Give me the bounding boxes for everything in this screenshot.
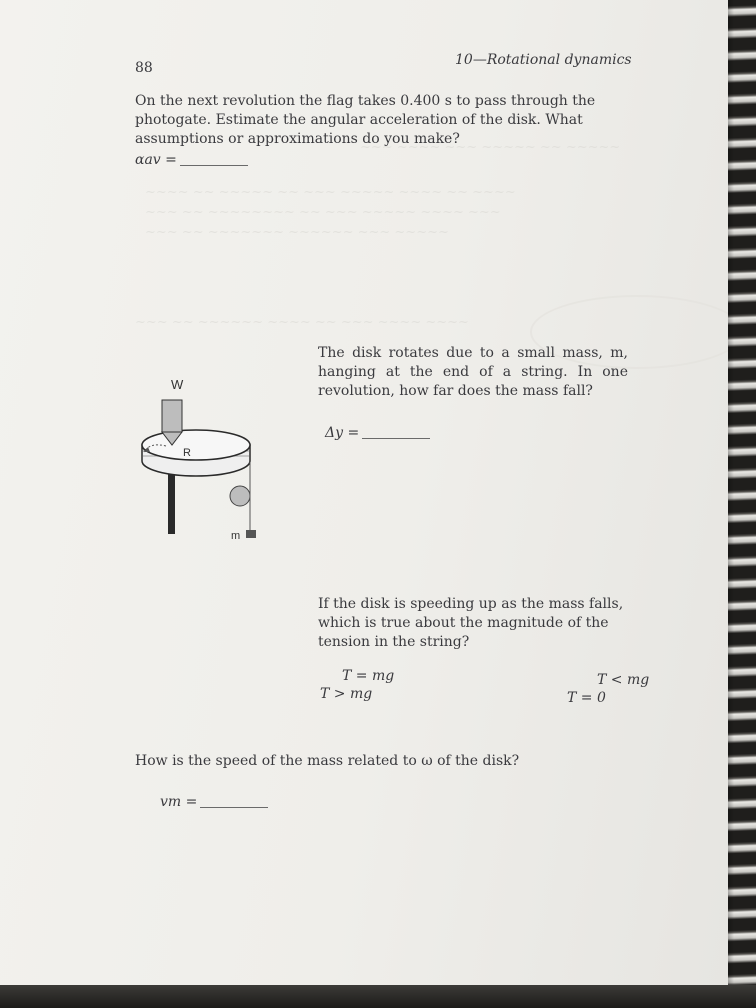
- answer-label: Δy =: [325, 425, 360, 441]
- answer-blank[interactable]: [180, 165, 248, 166]
- weight-label: W: [171, 377, 184, 392]
- chapter-title: 10—Rotational dynamics: [455, 52, 632, 68]
- show-through-text: ~~~ ~~ ~~~~~~~ ~~~~~~ ~~~ ~~~~~: [145, 225, 449, 240]
- hanging-mass: [246, 530, 256, 538]
- question-1-text: On the next revolution the flag takes 0.400 s to pass through the photogate. Estimate the angular acceleration of the disk. What assumptions or approximations do you make?: [135, 93, 596, 147]
- answer-blank[interactable]: [362, 438, 430, 439]
- question-2-text: The disk rotates due to a small mass, m, hanging at the end of a string. In one revolution, how far does the mass fall?: [318, 345, 628, 399]
- question-2-answer: [325, 425, 430, 441]
- option-t-equals-zero[interactable]: T = 0: [567, 690, 606, 706]
- show-through-text: ~~~~ ~~ ~~~~~ ~~ ~~~ ~~~~~ ~~~~ ~~ ~~~~: [145, 185, 516, 200]
- option-t-less-mg[interactable]: T < mg: [597, 672, 650, 688]
- question-4-answer: [160, 794, 268, 810]
- mass-label: m: [231, 530, 241, 542]
- pulley: [230, 486, 250, 506]
- question-1-answer: [135, 152, 248, 168]
- answer-label: vm =: [160, 794, 198, 810]
- question-3-text: If the disk is speeding up as the mass falls, which is true about the magnitude of the tension in the string?: [318, 596, 624, 650]
- show-through-text: ~~~ ~~ ~~~~~~~~ ~~ ~~~ ~~~~~ ~~~~ ~~~: [145, 205, 501, 220]
- answer-label: αav =: [135, 152, 177, 168]
- show-through-text: ~~~ ~~ ~~~~~~ ~~~~ ~~ ~~~ ~~~~ ~~~~: [135, 315, 469, 330]
- page-bottom-edge: [0, 985, 756, 1008]
- show-through-text: ~~~ ~~~~ ~~~ ~~~~~ ~~ ~~~~~: [360, 140, 621, 155]
- question-4-text: How is the speed of the mass related to ω of the disk?: [135, 753, 520, 769]
- page-number: 88: [135, 60, 153, 76]
- option-t-greater-mg[interactable]: T > mg: [320, 686, 373, 702]
- disk-top: [142, 430, 250, 460]
- binding-shadow: [728, 0, 734, 985]
- answer-blank[interactable]: [200, 807, 268, 808]
- option-t-equals-mg[interactable]: T = mg: [342, 668, 395, 684]
- rotating-disk-diagram: [140, 370, 280, 545]
- radius-label: R: [183, 447, 191, 459]
- weight-block: [162, 400, 182, 432]
